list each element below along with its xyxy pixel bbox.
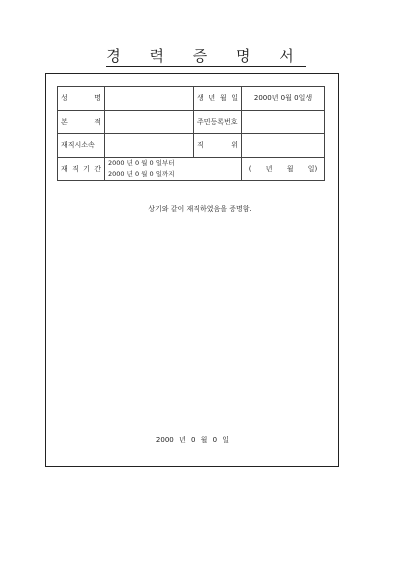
document-title: 경 력 증 명 서 bbox=[106, 47, 306, 65]
birth-label: 생 년 월 일 bbox=[194, 87, 242, 111]
career-info-table bbox=[57, 86, 325, 181]
table-row bbox=[58, 87, 325, 111]
origin-value bbox=[105, 110, 194, 134]
origin-label: 본 적 bbox=[58, 110, 105, 134]
table-row bbox=[58, 134, 325, 158]
position-label: 직 위 bbox=[194, 134, 242, 158]
issue-date: 2000 년 0 월 0 일 bbox=[155, 436, 230, 444]
period-to: 2000 년 0 월 0 일까지 bbox=[108, 169, 175, 178]
resident-id-value bbox=[242, 110, 325, 134]
workplace-label: 재직시소속 bbox=[58, 134, 105, 158]
period-duration: ( 년 월 일) bbox=[242, 157, 325, 181]
certification-statement: 상기와 같이 재직하였음을 증명함. bbox=[148, 205, 252, 213]
name-label: 성 명 bbox=[58, 87, 105, 111]
table-row bbox=[58, 110, 325, 134]
resident-id-label: 주민등록번호 bbox=[194, 110, 242, 134]
birth-value: 2000년 0월 0일생 bbox=[242, 87, 325, 111]
period-from: 2000 년 0 월 0 일부터 bbox=[108, 158, 175, 167]
position-value bbox=[242, 134, 325, 158]
period-range bbox=[105, 157, 242, 181]
table-row bbox=[58, 157, 325, 181]
period-label: 재 직 기 간 bbox=[58, 157, 105, 181]
workplace-value bbox=[105, 134, 194, 158]
name-value bbox=[105, 87, 194, 111]
